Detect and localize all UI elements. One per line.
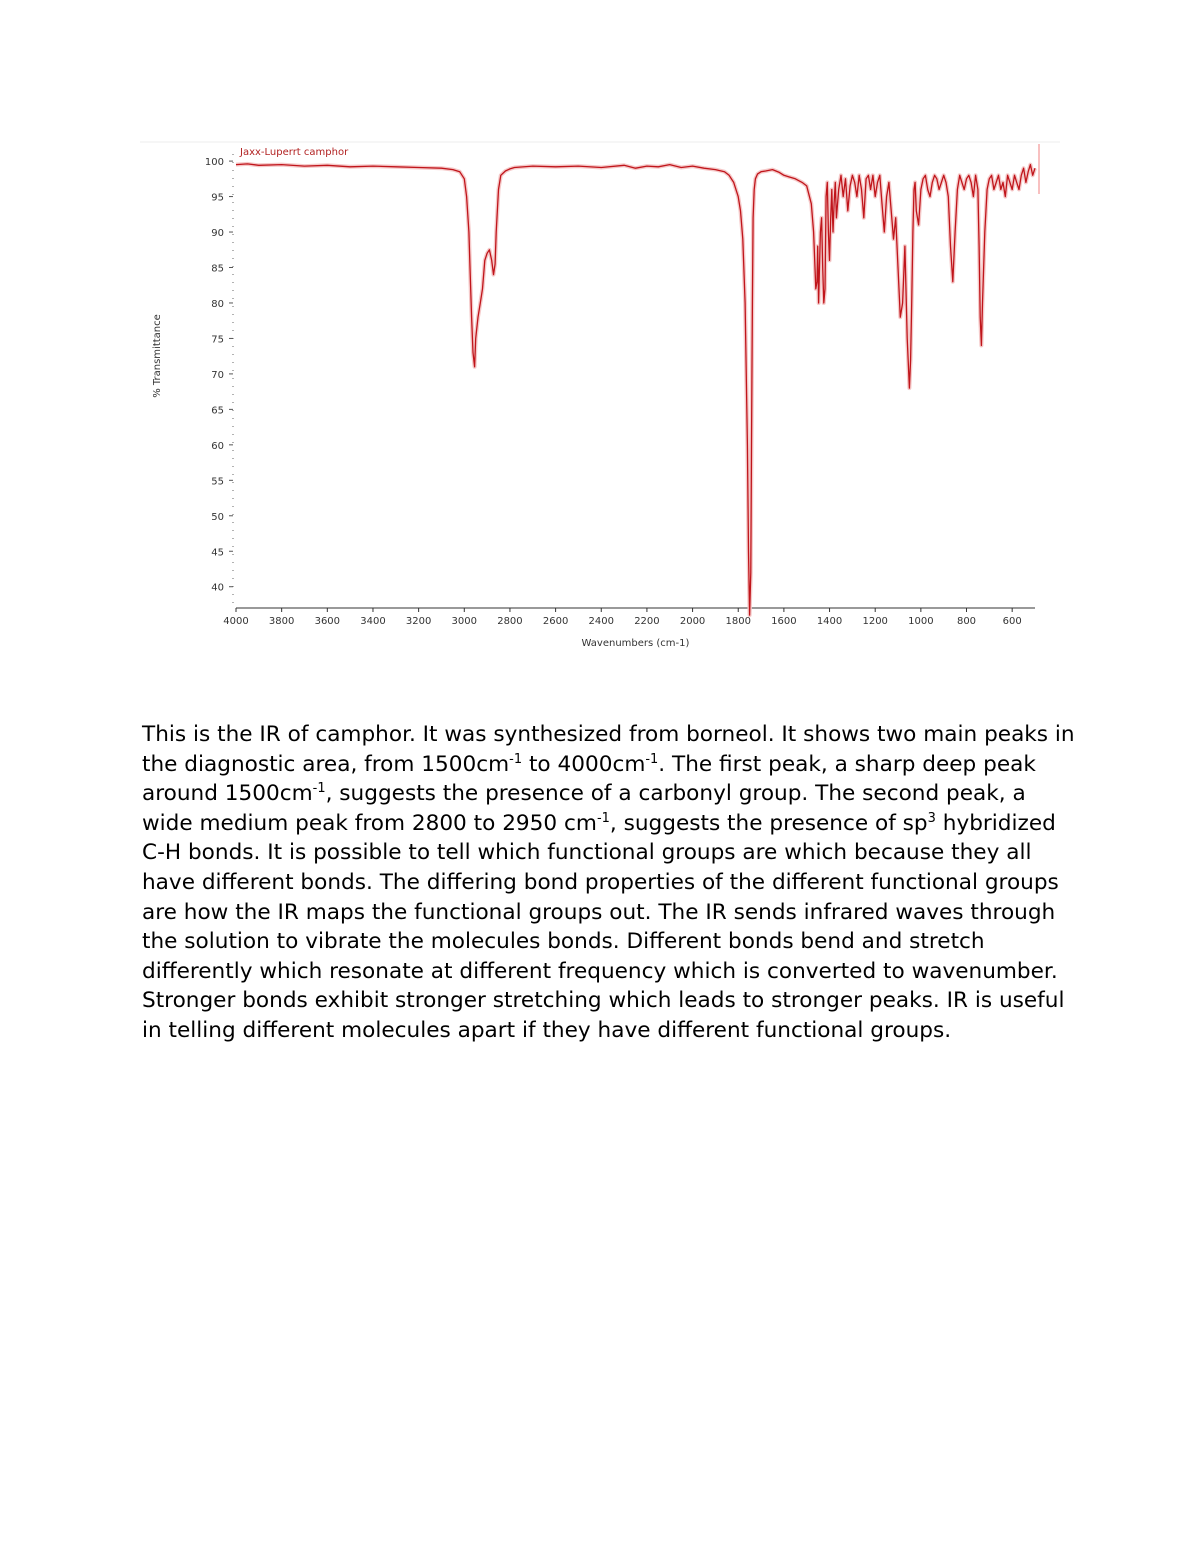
- text-run: , suggests the presence of sp: [609, 810, 928, 836]
- x-tick-label: 1400: [816, 616, 843, 627]
- x-tick-label: 2800: [497, 616, 523, 627]
- spectrum-halo: [236, 164, 1035, 615]
- x-tick-label: 3600: [314, 616, 341, 627]
- x-tick-label: 800: [956, 616, 977, 627]
- spectrum-line: [236, 164, 1035, 615]
- ir-spectrum-chart: [140, 140, 1060, 660]
- x-tick-label: 3800: [268, 616, 295, 627]
- y-tick-label: 90: [211, 228, 224, 240]
- x-tick-label: 1000: [908, 616, 934, 627]
- series-label: Jaxx-Luperrt camphor: [240, 147, 349, 158]
- x-tick-label: 4000: [223, 616, 249, 627]
- y-tick-label: 75: [211, 334, 224, 346]
- x-tick-label: 1200: [862, 616, 888, 627]
- y-tick-label: 100: [204, 157, 224, 169]
- y-tick-label: 95: [211, 192, 224, 204]
- y-tick-label: 50: [211, 511, 224, 523]
- ir-spectrum-svg: [140, 140, 1060, 660]
- y-tick-label: 40: [211, 582, 224, 594]
- x-tick-label: 2200: [634, 616, 660, 627]
- y-tick-label: 60: [211, 440, 224, 452]
- x-tick-label: 2600: [542, 616, 569, 627]
- x-tick-label: 2000: [679, 616, 706, 627]
- x-tick-label: 1600: [771, 616, 797, 627]
- x-tick-label: 1800: [725, 616, 751, 627]
- camphor-ir-paragraph: [142, 720, 1082, 1046]
- x-tick-label: 3200: [405, 616, 432, 627]
- text-run: This is the IR of camphor. It was synthesized from borneol. It shows two main peaks in the diagnostic area, from 1500cm: [142, 722, 1075, 777]
- x-axis-title: Wavenumbers (cm-1): [581, 638, 690, 649]
- text-run: . The first peak, a sharp deep peak around 1500cm: [142, 751, 1036, 807]
- x-tick-label: 2400: [588, 616, 614, 627]
- y-axis-title: % Transmittance: [152, 314, 163, 398]
- text-run: hybridized C-H bonds. It is possible to tell which functional groups are which because they all have different bonds. The differing bond properties of the different functional groups are how the IR maps the functional groups out. The IR sends infrared waves through the solution to vibrate the molecules bonds. Different bonds bend and stretch differently which resonate at different frequency which is converted to wavenumber. Stronger bonds exhibit stronger stretching which leads to stronger peaks. IR is useful in telling different molecules apart if they have different functional groups.: [142, 810, 1065, 1043]
- x-tick-label: 600: [1002, 616, 1022, 627]
- y-tick-label: 45: [211, 547, 224, 559]
- superscript: -1: [645, 751, 659, 767]
- y-tick-label: 85: [211, 263, 224, 275]
- y-tick-label: 80: [211, 298, 224, 310]
- superscript: 3: [927, 810, 936, 826]
- y-tick-label: 55: [211, 476, 224, 488]
- superscript: -1: [596, 810, 610, 826]
- text-run: to 4000cm: [522, 751, 646, 777]
- y-tick-label: 70: [211, 369, 224, 381]
- text-run: , suggests the presence of a carbonyl group. The second peak, a wide medium peak from 2800 to 2950 cm: [142, 781, 1026, 836]
- superscript: -1: [312, 781, 326, 796]
- superscript: -1: [509, 751, 523, 767]
- x-tick-label: 3000: [451, 616, 478, 627]
- y-tick-label: 65: [211, 405, 224, 417]
- x-tick-label: 3400: [360, 616, 386, 627]
